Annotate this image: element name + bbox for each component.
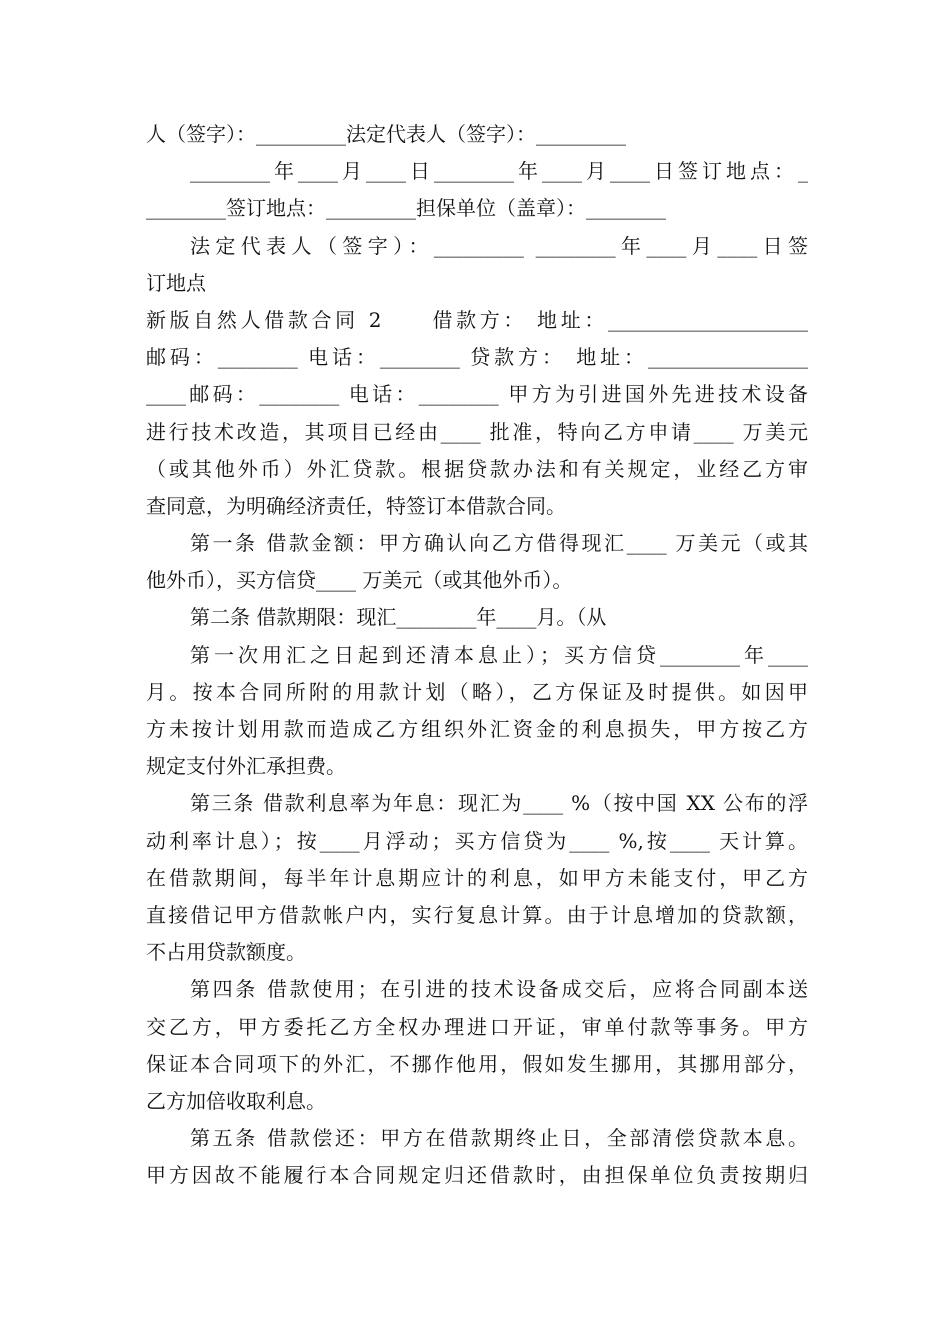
text-line-17: 方未按计划用款而造成乙方组织外汇资金的利息损失，甲方按乙方: [146, 717, 808, 741]
text-line-20: 动利率计息）；按____月浮动；买方信贷为____ %,按____ 天计算。: [146, 828, 808, 853]
text-line-25: 交乙方，甲方委托乙方全权办理进口开证，审单付款等事务。甲方: [146, 1014, 808, 1039]
text-line-3: ________签订地点：_________担保单位（盖章）：________: [146, 196, 666, 221]
text-line-16: 月。按本合同所附的用款计划（略），乙方保证及时提供。如因甲: [146, 679, 808, 704]
text-line-9: 进行技术改造，其项目已经由____ 批准，特向乙方申请____ 万美元: [146, 419, 808, 444]
text-line-6: 新版自然人借款合同 2 借款方： 地址：____________________: [146, 307, 808, 332]
text-line-28: 第五条 借款偿还：甲方在借款期终止日，全部清偿贷款本息。: [190, 1126, 808, 1151]
text-line-13: 他外币），买方信贷____ 万美元（或其他外币）。: [146, 568, 573, 593]
text-line-22: 直接借记甲方借款帐户内，实行复息计算。由于计息增加的贷款额，: [146, 902, 808, 927]
text-line-4: 法定代表人（签字）：_________ ________年____月____日签: [190, 233, 808, 258]
text-line-15: 第一次用汇之日起到还清本息止）；买方信贷________年____: [190, 642, 808, 667]
text-line-1: 人（签字）：_________法定代表人（签字）：_________: [146, 122, 626, 146]
text-line-10: （或其他外币）外汇贷款。根据贷款办法和有关规定，业经乙方审: [146, 456, 808, 481]
text-line-24: 第四条 借款使用；在引进的技术设备成交后，应将合同副本送: [190, 977, 808, 1002]
text-line-7: 邮码：________ 电话：________ 贷款方： 地址：________________: [146, 345, 808, 370]
text-line-26: 保证本合同项下的外汇，不挪作他用，假如发生挪用，其挪用部分，: [146, 1051, 808, 1076]
text-line-14: 第二条 借款期限：现汇________年____月。（从: [190, 605, 607, 630]
text-line-29: 甲方因故不能履行本合同规定归还借款时，由担保单位负责按期归: [146, 1163, 808, 1188]
text-line-12: 第一条 借款金额：甲方确认向乙方借得现汇____ 万美元（或其: [190, 531, 808, 556]
text-line-23: 不占用贷款额度。: [146, 940, 306, 965]
text-line-21: 在借款期间，每半年计息期应计的利息，如甲方未能支付，甲乙方: [146, 865, 808, 890]
text-line-19: 第三条 借款利息率为年息：现汇为____ %（按中国 XX 公布的浮: [190, 791, 808, 816]
text-line-11: 查同意，为明确经济责任，特签订本借款合同。: [146, 493, 566, 518]
text-line-5: 订地点: [146, 270, 206, 295]
text-line-27: 乙方加倍收取利息。: [146, 1088, 326, 1113]
text-line-8: ____邮码：________ 电话：________ 甲方为引进国外先进技术设备: [146, 382, 808, 407]
text-line-18: 规定支付外汇承担费。: [146, 754, 346, 779]
contract-text: [146, 116, 808, 1194]
text-line-2: ________年____月____日________年____月____日签订地点：_: [190, 159, 808, 184]
